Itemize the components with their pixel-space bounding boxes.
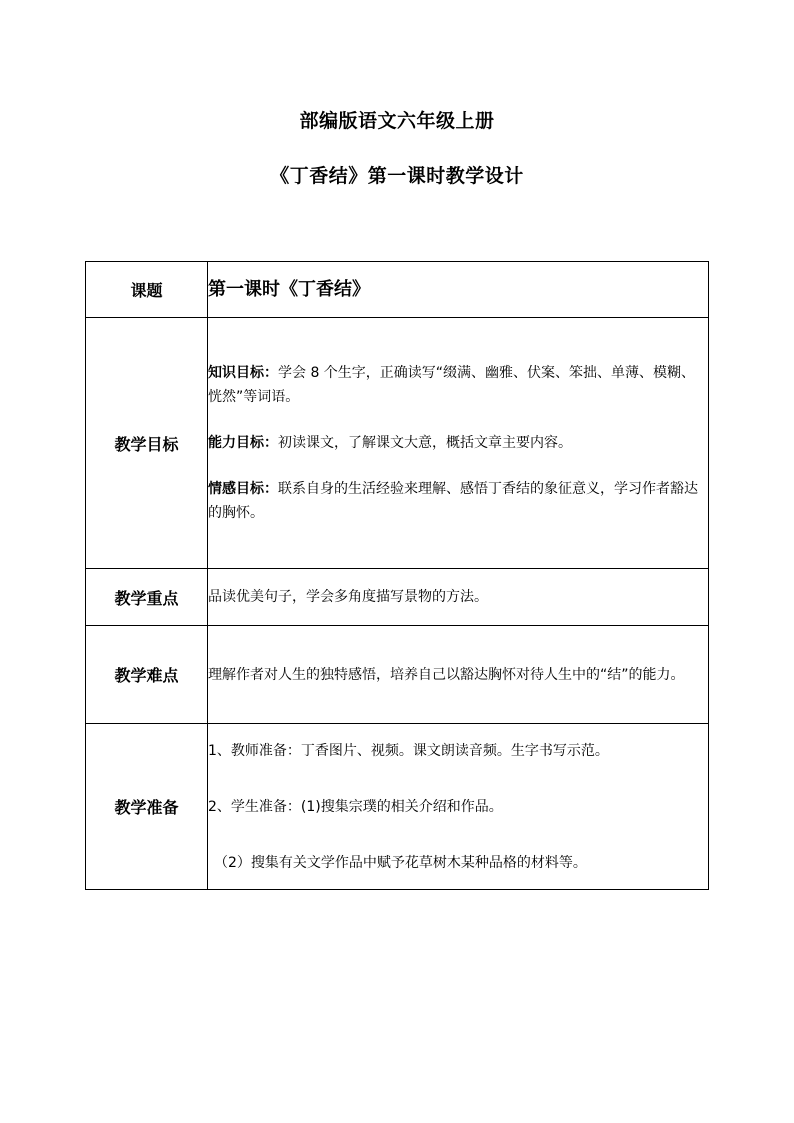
preparation-item-3: （2）搜集有关文学作品中赋予花草树木某种品格的材料等。 — [214, 854, 587, 871]
topic-value: 第一课时《丁香结》 — [208, 262, 709, 318]
preparation-cell — [208, 724, 709, 890]
table-row-preparation — [86, 724, 709, 890]
goals-label: 教学目标 — [86, 318, 208, 569]
emotion-goal — [208, 477, 708, 525]
knowledge-goal — [208, 361, 708, 409]
preparation-item-2: 2、学生准备：(1)搜集宗璞的相关介绍和作品。 — [208, 798, 503, 815]
ability-goal — [208, 431, 708, 455]
knowledge-goal-label: 知识目标： — [208, 365, 278, 381]
topic-label: 课题 — [86, 262, 208, 318]
ability-goal-text: 初读课文，了解课文大意，概括文章主要内容。 — [278, 435, 572, 451]
emotion-goal-text: 联系自身的生活经验来理解、感悟丁香结的象征意义，学习作者豁达的胸怀。 — [208, 481, 698, 521]
table-row-key-points — [86, 569, 709, 626]
ability-goal-label: 能力目标： — [208, 435, 278, 451]
goals-cell — [208, 318, 709, 569]
table-row-topic — [86, 262, 709, 318]
key-points-label: 教学重点 — [86, 569, 208, 626]
emotion-goal-label: 情感目标： — [208, 481, 278, 497]
document-title-line1: 部编版语文六年级上册 — [299, 110, 495, 132]
key-points-value: 品读优美句子，学会多角度描写景物的方法。 — [208, 569, 709, 626]
table-row-goals — [86, 318, 709, 569]
difficulties-label: 教学难点 — [86, 626, 208, 724]
table-row-difficulties — [86, 626, 709, 724]
lesson-plan-table — [85, 261, 709, 890]
knowledge-goal-text: 学会 8 个生字，正确读写“缀满、幽雅、伏案、笨拙、单薄、模糊、恍然”等词语。 — [208, 365, 696, 405]
difficulties-value: 理解作者对人生的独特感悟，培养自己以豁达胸怀对待人生中的“结”的能力。 — [208, 626, 709, 724]
document-title-line2: 《丁香结》第一课时教学设计 — [270, 165, 524, 187]
preparation-item-1: 1、教师准备：丁香图片、视频。课文朗读音频。生字书写示范。 — [208, 742, 609, 759]
preparation-label: 教学准备 — [86, 724, 208, 890]
